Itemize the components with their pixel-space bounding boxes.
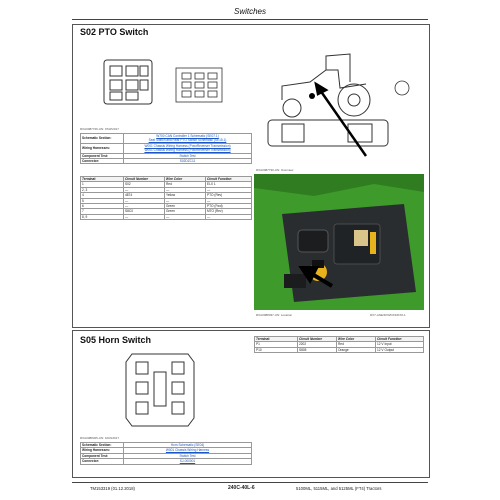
s02-photo-caption: RXA0088037-UN: Location xyxy=(256,313,293,317)
table-row: Component Test: Switch Test xyxy=(81,453,252,458)
s05-connector-drawing xyxy=(110,348,210,432)
table-header-row: Terminal: Circuit Number Wire Color Circuit Function xyxy=(255,337,424,342)
connector-pin-view xyxy=(176,68,222,102)
header-rule xyxy=(72,19,428,20)
connector-side-view xyxy=(104,60,152,104)
table-row: P10 S805 Orange 12 V Output xyxy=(255,347,424,352)
table-row: 1 S02 Red ELX 1 xyxy=(81,182,252,187)
page-header-title: Switches xyxy=(233,7,266,16)
s02-info-table xyxy=(80,133,252,164)
table-row: 8, 9 — — — xyxy=(81,214,252,219)
s02-location-photo xyxy=(254,174,424,310)
schematic-link[interactable]: Horn Schematic (SE04) xyxy=(124,443,252,448)
table-row: Schematic Section: W700 CAN Controller 1 Schematic (SE07.1) Seat Switch and Rear PTO Switch Schematic (SE15.1) xyxy=(81,134,252,144)
connector-link[interactable]: S02DZC11 xyxy=(124,159,252,164)
table-row: P1 2202 Red 12 V Input xyxy=(255,342,424,347)
table-row: Connector: S02DZC11 xyxy=(81,159,252,164)
s02-tractor-caption: RXA0087730-UN: Overview xyxy=(256,168,294,172)
table-row: Connector: SJ-000001 xyxy=(81,459,252,464)
component-location-dot xyxy=(309,93,315,99)
footer-doc-id: TM153319 (01.12.2018) xyxy=(90,486,135,491)
table-row: 6 — Green PTO (Fwd) xyxy=(81,204,252,209)
component-test-link[interactable]: Switch Test xyxy=(124,453,252,458)
s02-pin-table xyxy=(80,176,252,220)
component-test-link[interactable]: Switch Test xyxy=(124,153,252,158)
s02-title: S02 PTO Switch xyxy=(80,27,149,37)
s05-pin-table xyxy=(254,336,424,353)
schematic-link[interactable]: W700 CAN Controller 1 Schematic (SE07.1) xyxy=(156,134,219,138)
footer-rule xyxy=(72,482,428,483)
callout-circle xyxy=(395,81,409,95)
s02-connector-drawing xyxy=(78,40,250,126)
s02-tractor-overview xyxy=(254,36,424,164)
table-row: 7 S8C0 Green MTO (Rev) xyxy=(81,209,252,214)
table-row: Component Test: Switch Test xyxy=(81,153,252,158)
harness-link[interactable]: W001 Chassis Wiring Harness (PowrReverser Transmission) xyxy=(144,148,231,153)
s02-photo-ref: DX7-ANE/DX0/DX3/DX0-1 xyxy=(370,313,406,317)
connector-link[interactable]: SJ-000001 xyxy=(124,459,252,464)
s05-title: S05 Horn Switch xyxy=(80,335,152,345)
harness-link[interactable]: W001 Chassis Wiring Harness xyxy=(124,448,252,453)
s05-info-table xyxy=(80,442,252,465)
schematic-link[interactable]: Seat Switch and Rear PTO Switch Schematic (SE15.1) xyxy=(148,138,227,143)
table-row: 5 — — — xyxy=(81,198,252,203)
footer-model: 5100ML, 5115ML, and 5125ML (FT4) Tractors xyxy=(296,486,382,491)
table-row: 2, 3 — — — xyxy=(81,187,252,192)
table-row: Wiring Harnesses: W001 Chassis Wiring Harness xyxy=(81,448,252,453)
table-row: 4 4874 Yellow PTO (Rev) xyxy=(81,193,252,198)
harness-link[interactable]: W001 Chassis Wiring Harness (PowrReverser Transmission) xyxy=(144,143,231,148)
table-row: Wiring Harnesses: W001 Chassis Wiring Harness (PowrReverser Transmission) W001 Chassis Wiring Harness (PowrReverser Transmission) xyxy=(81,143,252,153)
s05-connector-caption: RXA0088325-UN: 9JUN2017 xyxy=(80,436,120,440)
table-header-row: Terminal: Circuit Number Wire Color Circuit Function xyxy=(81,177,252,182)
table-row: Schematic Section: Horn Schematic (SE04) xyxy=(81,443,252,448)
footer-page-number: 240C-40L-6 xyxy=(228,485,255,491)
s02-connector-caption: RXA0087726-UN: 07AP2017 xyxy=(80,127,119,131)
